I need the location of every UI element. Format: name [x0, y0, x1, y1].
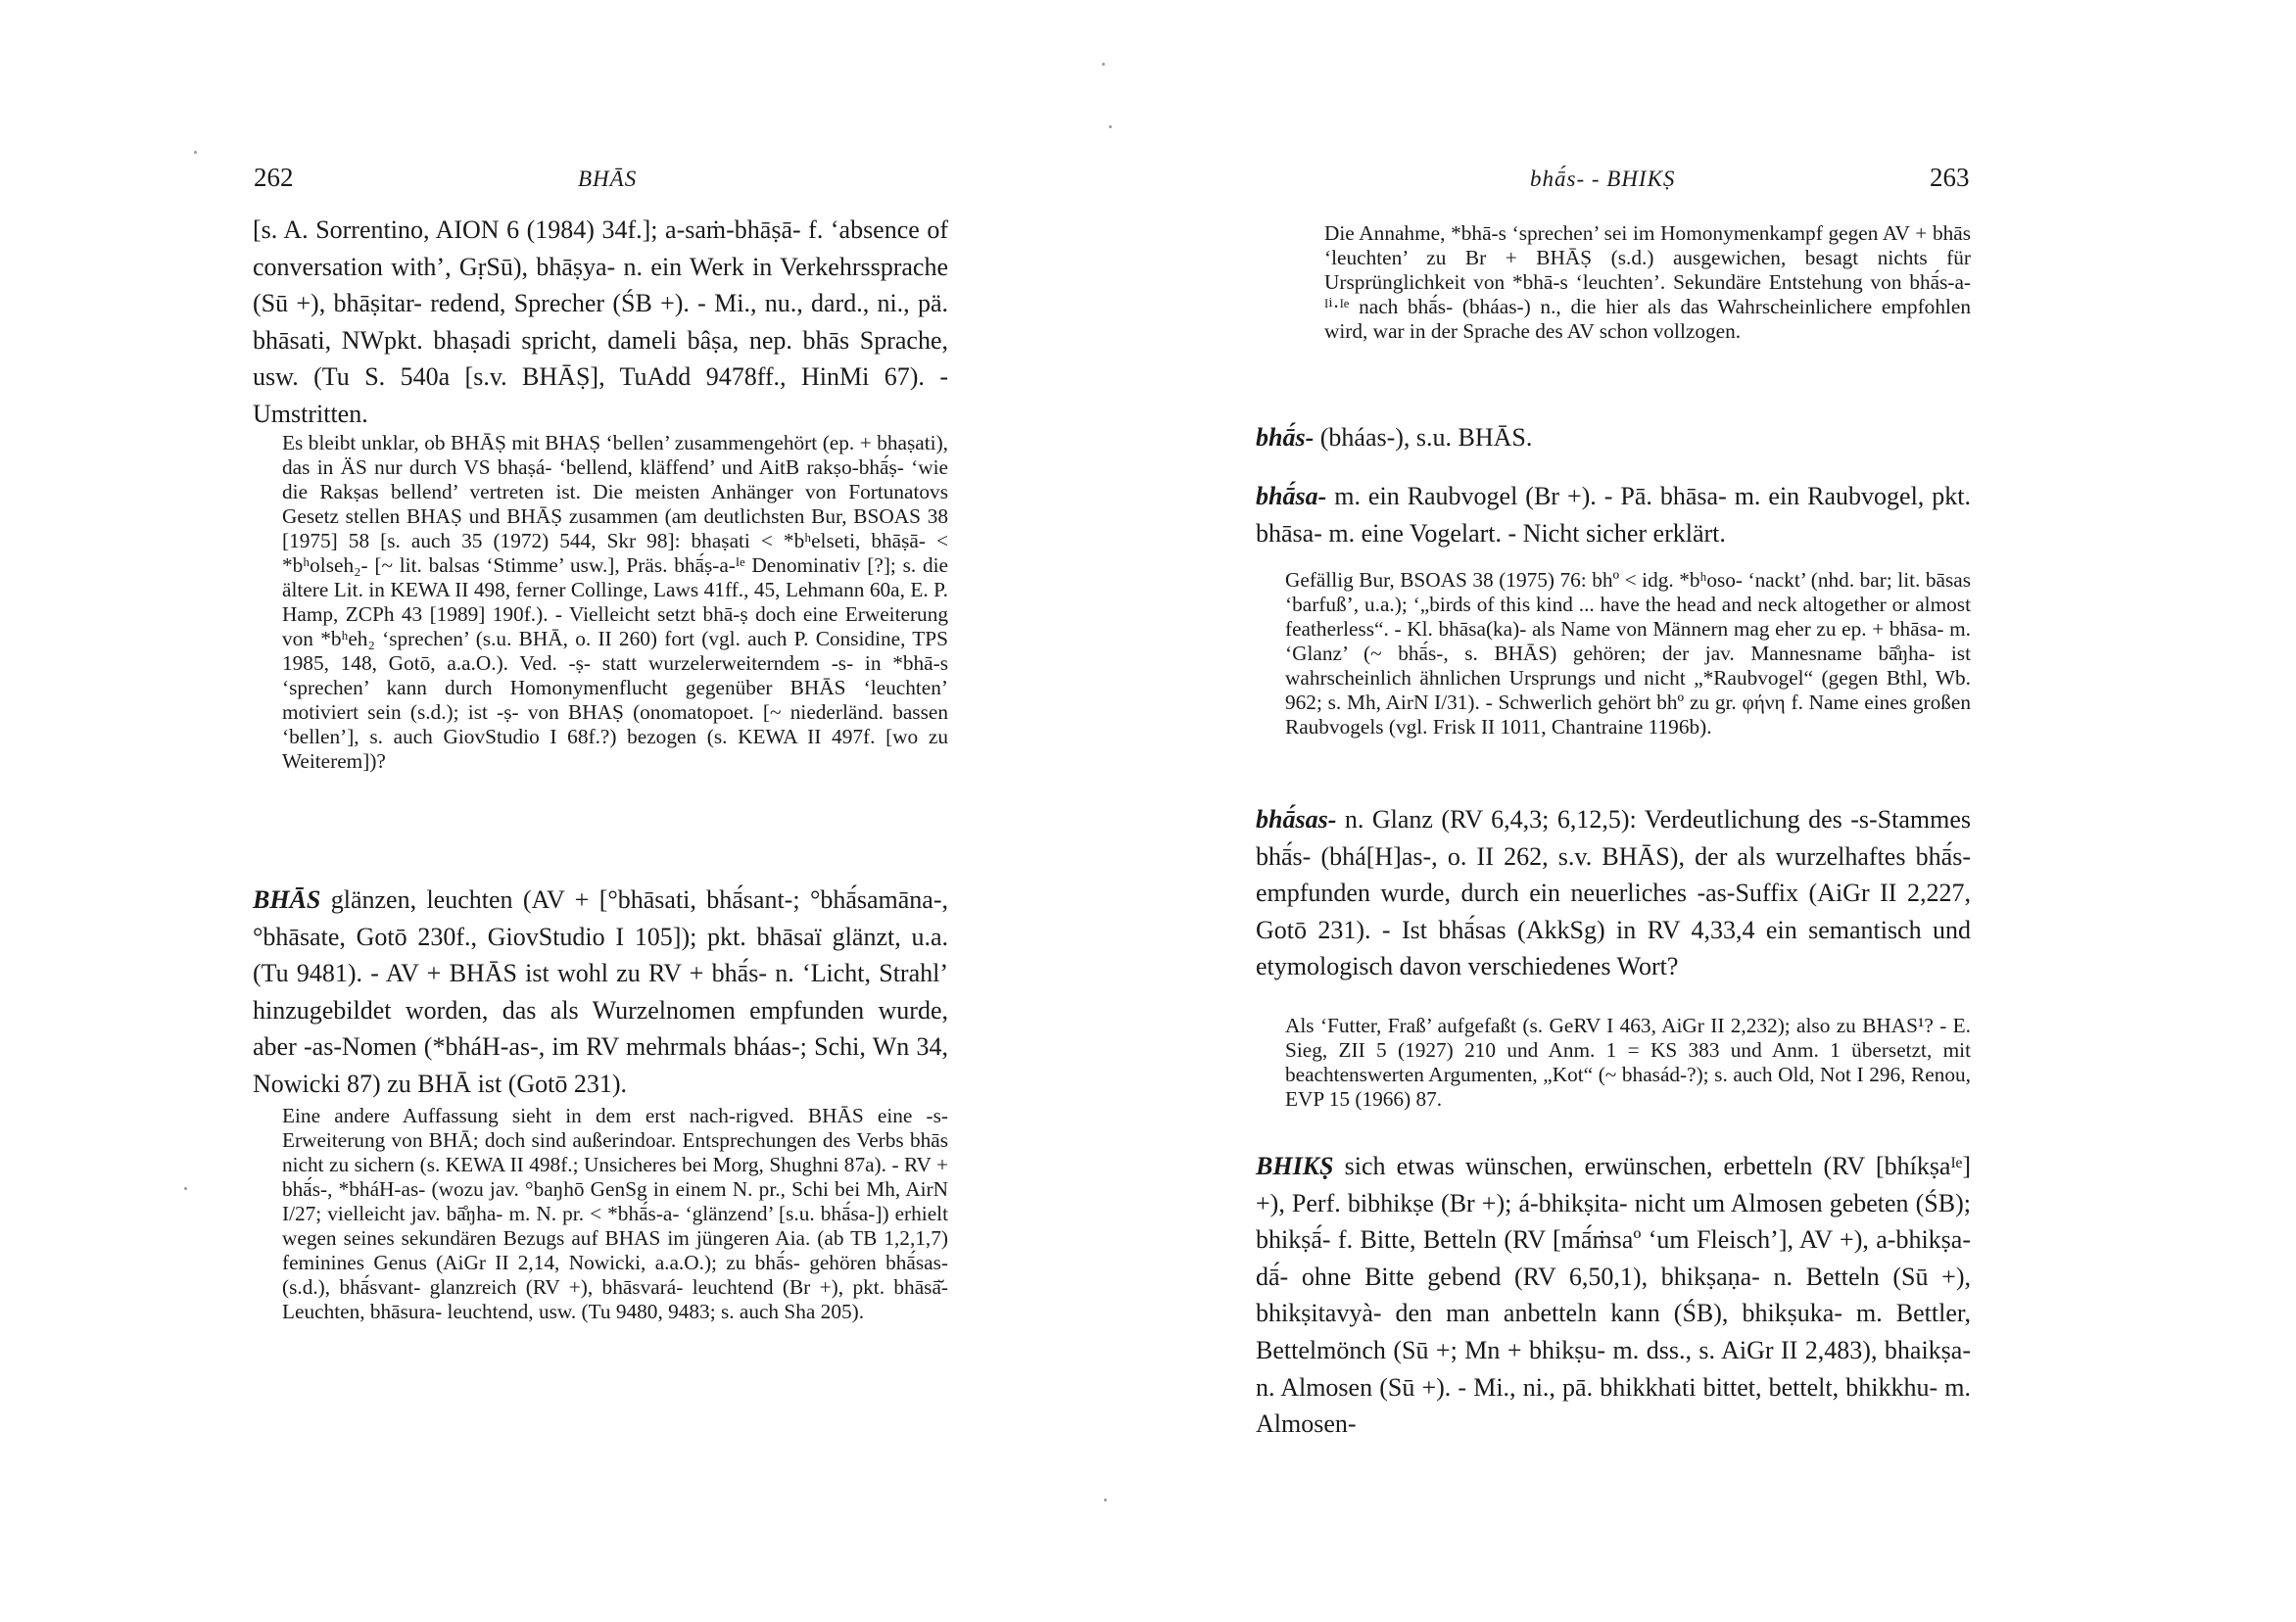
note-bhas-sprechen: Die Annahme, *bhā-s ‘sprechen’ sei im Homonymenkampf gegen AV + bhās ‘leuchten’ zu Br + BHĀṢ (s.d.) ausgewichen, besagt nichts für Ursprünglichkeit von *bhā-s ‘leuchten’. Sekundäre Entstehung von bhā́s-a-ᴵⁱ·ᴵᵉ nach bhā́s- (bháas-) n., die hier als das Wahrscheinlichere empfohlen wird, war in der Sprache des AV schon vollzogen. — [1324, 221, 1971, 343]
entry-bhasas — [1256, 801, 1971, 985]
headword-bhas: BHĀS — [253, 885, 321, 914]
headword-bhasa: bhā́sa- — [1256, 482, 1327, 510]
scan-speck — [194, 151, 197, 154]
entry-bhiks — [1256, 1148, 1971, 1443]
page-number-left: 262 — [254, 163, 294, 192]
note-bhasa: Gefällig Bur, BSOAS 38 (1975) 76: bhº < idg. *bʰoso- ‘nackt’ (nhd. bar; lit. bāsas ‘barfuß’, u.a.); ‘„birds of this kind ... have the head and neck altogether or almost featherless“. - Kl. bhāsa(ka)- als Name von Männern mag eher zu ep. + bhāsa- m. ‘Glanz’ (~ bhā́s-, s. BHĀS) gehören; der jav. Mannesname bā̊ŋha- ist wahrscheinlich ähnlichen Ursprungs und nicht „*Raubvogel“ (gegen Bthl, Wb. 962; s. Mh, AirN I/31). - Schwerlich gehört bhº zu gr. φήνη f. Name eines großen Raubvogels (vgl. Frisk II 1011, Chantraine 1196b). — [1285, 568, 1971, 739]
scan-speck — [184, 1187, 187, 1190]
entry-bhiks-text: sich etwas wünschen, erwünschen, erbetteln (RV [bhíkṣaᴵᵉ] +), Perf. bibhikṣe (Br +); á-bhikṣita- nicht um Almosen gebeten (ŚB); bhikṣā́- f. Bitte, Betteln (RV [mā́ṁsaº ‘um Fleisch’], AV +), a-bhikṣa-dā́- ohne Bitte gebend (RV 6,50,1), bhikṣaṇa- n. Betteln (Sū +), bhikṣitavyà- den man anbetteln kann (ŚB), bhikṣuka- m. Bettler, Bettelmönch (Sū +; Mn + bhikṣu- m. dss., s. AiGr II 2,483), bhaikṣa- n. Almosen (Sū +). - Mi., ni., pā. bhikkhati bittet, bettelt, bhikkhu- m. Almosen- — [1256, 1152, 1971, 1439]
headword-bhasas: bhā́sas- — [1256, 805, 1337, 834]
scan-speck — [1109, 125, 1112, 128]
note-bhash-bhash: Es bleibt unklar, ob BHĀṢ mit BHAṢ ‘bellen’ zusammengehört (ep. + bhaṣati), das in ÄS nur durch VS bhaṣá- ‘bellend, kläffend’ und AitB rakṣo-bhā́ṣ- ‘wie die Rakṣas bellend’ vertreten ist. Die meisten Anhänger von Fortunatovs Gesetz stellen BHAṢ und BHĀṢ zusammen (am deutlichsten Bur, BSOAS 38 [1975] 58 [s. auch 35 (1972) 544, Skr 98]: bhaṣati < *bʰelseti, bhāṣā- < *bʰolseh₂- [~ lit. balsas ‘Stimme’ usw.], Präs. bhā́ṣ-a-ᴵᵉ Denominativ [?]; s. die ältere Lit. in KEWA II 498, ferner Collinge, Laws 41ff., 45, Lehmann 60a, E. P. Hamp, ZCPh 43 [1989] 190f.). - Vielleicht setzt bhā-ṣ doch eine Erweiterung von *bʰeh₂ ‘sprechen’ (s.u. BHĀ, o. II 260) fort (vgl. auch P. Considine, TPS 1985, 148, Gotō, a.a.O.). Ved. -ṣ- statt wurzelerweiterndem -s- in *bhā-s ‘sprechen’ kann durch Homonymenflucht gegenüber BHĀS ‘leuchten’ motiviert sein (s.d.); ist -ṣ- von BHAṢ (onomatopoet. [~ niederländ. bassen ‘bellen’], s. auch GiovStudio I 68f.?) bezogen (s. KEWA II 497f. [wo zu Weiterem])? — [282, 431, 948, 773]
entry-bhas-neuter-text: (bháas-), s.u. BHĀS. — [1314, 423, 1533, 452]
headword-bhas-neuter: bhā́s- — [1256, 423, 1315, 452]
entry-bhasa — [1256, 478, 1971, 551]
note-bhasas: Als ‘Futter, Fraß’ aufgefaßt (s. GeRV I 463, AiGr II 2,232); also zu BHAS¹? - E. Sieg, ZII 5 (1927) 210 und Anm. 1 = KS 383 und Anm. 1 übersetzt, mit beachtenswerten Argumenten, „Kot“ (~ bhasád-?); s. auch Old, Not I 296, Renou, EVP 15 (1966) 87. — [1285, 1014, 1971, 1111]
entry-continuation-bhash: [s. A. Sorrentino, AION 6 (1984) 34f.]; a-saṁ-bhāṣā- f. ‘absence of conversation with’, GṛSū), bhāṣya- n. ein Werk in Verkehrssprache (Sū +), bhāṣitar- redend, Sprecher (ŚB +). - Mi., nu., dard., ni., pä. bhāsati, NWpkt. bhaṣadi spricht, dameli bâṣa, nep. bhās Sprache, usw. (Tu S. 540a [s.v. BHĀṢ], TuAdd 9478ff., HinMi 67). - Umstritten. — [253, 215, 948, 428]
right-page — [1148, 0, 2296, 1622]
headword-bhiks: BHIKṢ — [1256, 1152, 1334, 1180]
running-head-right: bhā́s- - BHIKṢ — [1530, 167, 1676, 191]
note-bhas: Eine andere Auffassung sieht in dem erst nach-rigved. BHĀS eine -s-Erweiterung von BHĀ; doch sind außerindoar. Entsprechungen des Verbs bhās nicht zu sichern (s. KEWA II 498f.; Unsicheres bei Morg, Shughni 87a). - RV + bhā́s-, *bháH-as- (wozu jav. °baŋhō GenSg in einem N. pr., Schi bei Mh, AirN I/27; vielleicht jav. bā̊ŋha- m. N. pr. < *bhā́s-a- ‘glänzend’ [s.u. bhā́sa-]) erhielt wegen seines sekundären Bezugs auf BHAS im jüngeren Aia. (ab TB 1,2,1,7) feminines Genus (AiGr II 2,14, Nowicki, a.a.O.); zu bhā́s- gehören bhā́sas- (s.d.), bhā́svant- glanzreich (RV +), bhāsvará- leuchtend (Br +), pkt. bhāsā̆- Leuchten, bhāsura- leuchtend, usw. (Tu 9480, 9483; s. auch Sha 205). — [282, 1104, 948, 1323]
scan-speck — [1104, 1499, 1107, 1502]
scan-speck — [1102, 63, 1105, 66]
entry-bhas — [253, 882, 948, 1103]
entry-bhasas-text: n. Glanz (RV 6,4,3; 6,12,5): Verdeutlichung des -s-Stammes bhā́s- (bhá[H]as-, o. II 262, s.v. BHĀS), der als wurzelhaftes bhā́s- empfunden wurde, durch ein neuerliches -as-Suffix (AiGr II 2,227, Gotō 231). - Ist bhā́sas (AkkSg) in RV 4,33,4 ein semantisch und etymologisch davon verschiedenes Wort? — [1256, 805, 1971, 981]
entry-bhasa-text: m. ein Raubvogel (Br +). - Pā. bhāsa- m. ein Raubvogel, pkt. bhāsa- m. eine Vogelart. - Nicht sicher erklärt. — [1256, 482, 1971, 548]
page-number-right: 263 — [1930, 163, 1970, 192]
entry-bhas-neuter — [1256, 419, 1971, 456]
entry-bhas-text: glänzen, leuchten (AV + [°bhāsati, bhā́sant-; °bhā́samāna-, °bhāsate, Gotō 230f., GiovStudio I 105]); pkt. bhāsaï glänzt, u.a. (Tu 9481). - AV + BHĀS ist wohl zu RV + bhā́s- n. ‘Licht, Strahl’ hinzugebildet worden, das als Wurzelnomen empfunden wurde, aber -as-Nomen (*bháH-as-, im RV mehrmals bháas-; Schi, Wn 34, Nowicki 87) zu BHĀ ist (Gotō 231). — [253, 885, 948, 1098]
running-head-left: BHĀS — [578, 167, 638, 191]
